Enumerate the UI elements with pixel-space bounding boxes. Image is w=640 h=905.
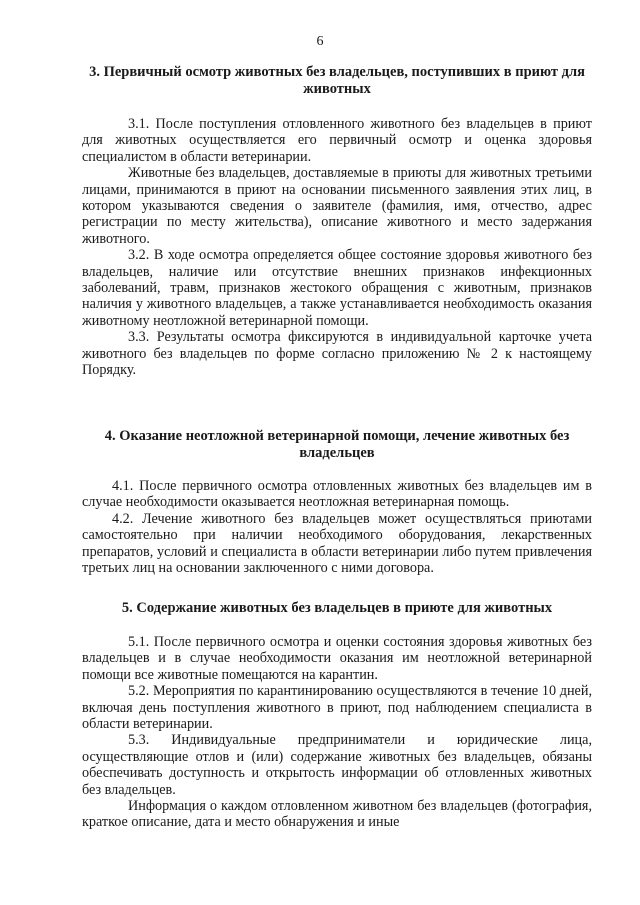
section-5-heading-block — [82, 600, 592, 617]
page-number: 6 — [316, 34, 324, 49]
paragraph: 3.1. После поступления отловленного животного без владельцев в приют для животных осуществляется его первичный осмотр и оценка здоровья специалистом в области ветеринарии. — [82, 116, 592, 165]
section-heading: 4. Оказание неотложной ветеринарной помощи, лечение животных без владельцев — [104, 428, 570, 461]
paragraph: 4.2. Лечение животного без владельцев может осуществляться приютами самостоятельно при наличии необходимого оборудования, лекарственных препаратов, условий и специалиста в области ветеринарии либо путем привлечения третьих лиц на основании заключенного с ними договора. — [82, 510, 592, 577]
paragraph: 4.1. После первичного осмотра отловленных животных без владельцев им в случае необходимости оказывается неотложная ветеринарная помощь. — [82, 478, 592, 511]
section-4-heading-block — [82, 428, 592, 462]
paragraph: Информация о каждом отловленном животном без владельцев (фотография, краткое описание, дата и место обнаружения и иные — [82, 798, 592, 831]
section-heading: 3. Первичный осмотр животных без владельцев, поступивших в приют для животных — [89, 64, 585, 97]
section-4-body — [82, 478, 592, 576]
paragraph: Животные без владельцев, доставляемые в приюты для животных третьими лицами, принимаются в приют на основании письменного заявления этих лиц, в котором указываются сведения о заявителе (фамилия, имя, отчество, адрес регистрации по месту жительства), описание животного и место задержания животного. — [82, 165, 592, 247]
paragraph: 3.2. В ходе осмотра определяется общее состояние здоровья животного без владельцев, наличие или отсутствие внешних признаков инфекционных заболеваний, травм, признаков жестокого обращения с животным, признаков наличия у животного владельцев, а также устанавливается необходимость оказания животному неотложной ветеринарной помощи. — [82, 247, 592, 329]
section-5-body — [82, 634, 592, 831]
section-heading: 5. Содержание животных без владельцев в приюте для животных — [121, 600, 553, 616]
paragraph: 5.2. Мероприятия по карантинированию осуществляются в течение 10 дней, включая день поступления животного в приют, под наблюдением специалиста в области ветеринарии. — [82, 683, 592, 733]
paragraph: 5.1. После первичного осмотра и оценки состояния здоровья животных без владельцев и в случае необходимости оказания им неотложной ветеринарной помощи все животные помещаются на карантин. — [82, 634, 592, 683]
section-3-heading-block — [82, 64, 592, 98]
section-3-body — [82, 116, 592, 379]
paragraph: 5.3. Индивидуальные предприниматели и юридические лица, осуществляющие отлов и (или) содержание животных без владельцев, обязаны обеспечивать доступность и открытость информации об отловленных животных без владельцев. — [82, 732, 592, 798]
paragraph: 3.3. Результаты осмотра фиксируются в индивидуальной карточке учета животного без владельцев по форме согласно приложению № 2 к настоящему Порядку. — [82, 329, 592, 379]
